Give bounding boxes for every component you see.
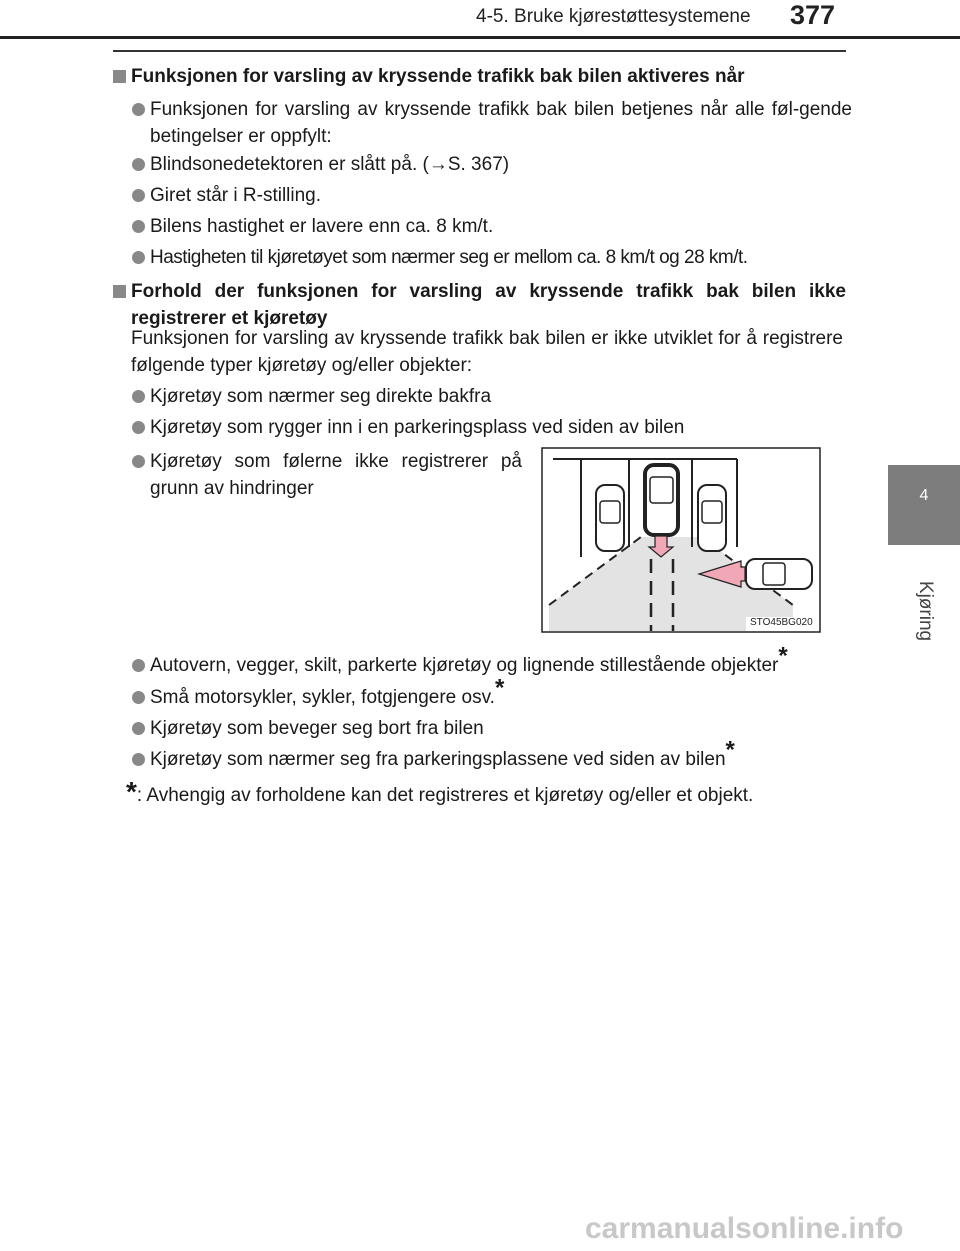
section-title: 4-5. Bruke kjørestøttesystemene <box>476 6 751 27</box>
bullet-icon <box>132 158 145 171</box>
section1-heading: Funksjonen for varsling av kryssende trafikk bak bilen aktiveres når <box>131 66 745 87</box>
list-item: Blindsonedetektoren er slått på. (→S. 367) <box>150 154 510 175</box>
header-rule <box>0 36 960 39</box>
bullet-icon <box>132 220 145 233</box>
bullet-icon <box>132 722 145 735</box>
list-item: Funksjonen for varsling av kryssende trafikk bak bilen betjenes når alle føl-gende betingelser er oppfylt: <box>150 99 852 147</box>
list-item: Hastigheten til kjøretøyet som nærmer seg er mellom ca. 8 km/t og 28 km/t. <box>150 247 748 268</box>
chapter-tab <box>888 465 960 545</box>
list-item: Bilens hastighet er lavere enn ca. 8 km/t. <box>150 216 494 237</box>
footnote-star: * <box>494 674 505 702</box>
list-item: Kjøretøy som nærmer seg direkte bakfra <box>150 386 492 407</box>
heading-square-icon <box>113 70 126 83</box>
list-item: Små motorsykler, sykler, fotgjengere osv.* <box>150 674 505 708</box>
bullet-icon <box>132 189 145 202</box>
section2-heading: Forhold der funksjonen for varsling av kryssende trafikk bak bilen ikke registrerer et kjøretøy <box>131 281 846 329</box>
chapter-number: 4 <box>919 487 929 504</box>
bullet-icon <box>132 455 145 468</box>
content-top-rule <box>113 50 846 52</box>
list-item: Kjøretøy som rygger inn i en parkeringsplass ved siden av bilen <box>150 417 685 438</box>
list-item: Autovern, vegger, skilt, parkerte kjøretøy og lignende stillestående objekter* <box>150 642 788 676</box>
bullet-icon <box>132 421 145 434</box>
cross-traffic-diagram <box>541 447 821 633</box>
list-item: Kjøretøy som beveger seg bort fra bilen <box>150 718 484 739</box>
chapter-label: Kjøring <box>915 580 936 642</box>
watermark: carmanualsonline.info <box>585 1212 904 1245</box>
list-item: Kjøretøy som nærmer seg fra parkeringsplassene ved siden av bilen* <box>150 736 735 770</box>
section2-intro: Funksjonen for varsling av kryssende trafikk bak bilen er ikke utviklet for å registrere følgende typer kjøretøy og/eller objekter: <box>131 328 843 376</box>
bullet-icon <box>132 103 145 116</box>
heading-square-icon <box>113 285 126 298</box>
bullet-icon <box>132 691 145 704</box>
bullet-icon <box>132 251 145 264</box>
footnote-star: * <box>778 642 788 670</box>
footnote-star: * <box>126 776 137 807</box>
bullet-icon <box>132 390 145 403</box>
page-number: 377 <box>790 0 836 30</box>
footnote-star: * <box>725 736 735 764</box>
list-item: Giret står i R-stilling. <box>150 185 322 206</box>
footnote: *: Avhengig av forholdene kan det registreres et kjøretøy og/eller et objekt. <box>126 776 754 807</box>
figure-code: STO45BG020 <box>750 617 813 628</box>
list-item: Kjøretøy som følerne ikke registrerer på grunn av hindringer <box>150 451 522 499</box>
bullet-icon <box>132 659 145 672</box>
diagram-svg <box>541 447 821 633</box>
bullet-icon <box>132 753 145 766</box>
